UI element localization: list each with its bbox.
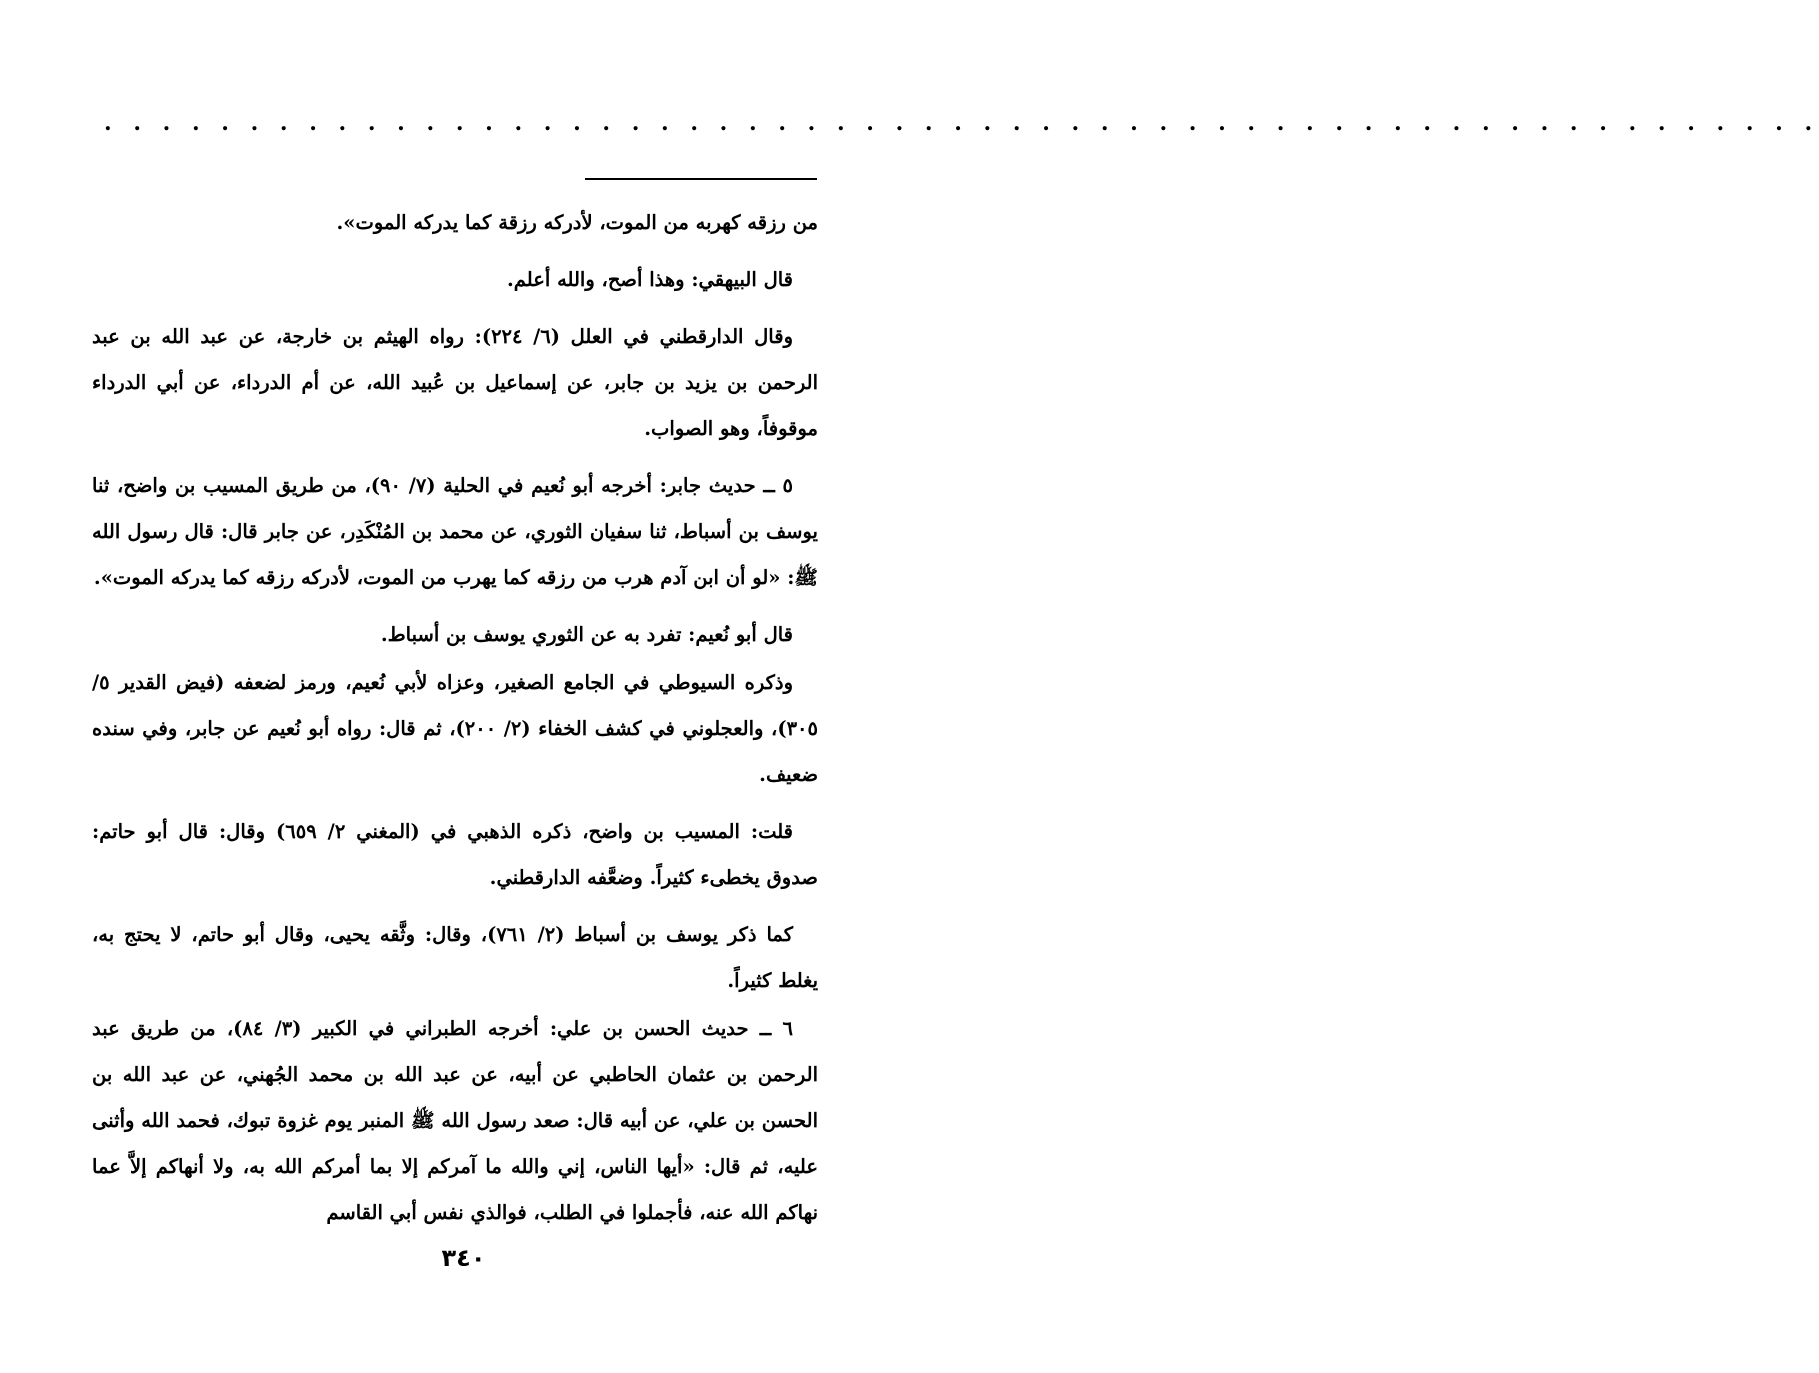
paragraph-hadith-jabir: ٥ ــ حديث جابر: أخرجه أبو نُعيم في الحلية (٧/ ٩٠)، من طريق المسيب بن واضح، ثنا يوسف بن أسباط، ثنا سفيان الثوري، عن محمد بن المُنْكَدِر، عن جابر قال: قال رسول الله ﷺ: «لو أن ابن آدم هرب من رزقه كما يهرب من الموت، لأدركه رزقه كما يدركه الموت». [92, 474, 818, 589]
page-number: ٣٤٠ [441, 1244, 486, 1272]
dotted-separator: . . . . . . . . . . . . . . . . . . . . . . . . . . . . . . . . . . . . . . . . . . . . . . . . . . . . . . . . . . . [104, 110, 1819, 136]
paragraph-yusuf-asbat: كما ذكر يوسف بن أسباط (٢/ ٧٦١)، وقال: وثَّقه يحيى، وقال أبو حاتم، لا يحتج به، يغلط كثيراً. [92, 923, 818, 992]
paragraph-bayhaqi: قال البيهقي: وهذا أصح، والله أعلم. [507, 268, 793, 291]
page-text [92, 200, 818, 1247]
paragraph-abu-nuaym: قال أبو نُعيم: تفرد به عن الثوري يوسف بن أسباط. [380, 623, 793, 646]
footnote-rule [585, 178, 817, 180]
paragraph-suyuti: وذكره السيوطي في الجامع الصغير، وعزاه لأبي نُعيم، ورمز لضعفه (فيض القدير ٥/ ٣٠٥)، والعجلوني في كشف الخفاء (٢/ ٢٠٠)، ثم قال: رواه أبو نُعيم عن جابر، وفي سنده ضعيف. [92, 671, 818, 786]
paragraph-continuation: من رزقه كهربه من الموت، لأدركه رزقة كما يدركه الموت». [336, 211, 818, 234]
paragraph-hadith-hasan: ٦ ــ حديث الحسن بن علي: أخرجه الطبراني في الكبير (٣/ ٨٤)، من طريق عبد الرحمن بن عثمان الحاطبي عن أبيه، عن عبد الله بن محمد الجُهني، عن عبد الله بن الحسن بن علي، عن أبيه قال: صعد رسول الله ﷺ المنبر يوم غزوة تبوك، فحمد الله وأثنى عليه، ثم قال: «أيها الناس، إني والله ما آمركم إلا بما أمركم الله به، ولا أنهاكم إلاَّ عما نهاكم الله عنه، فأجملوا في الطلب، فوالذي نفس أبي القاسم [92, 1017, 818, 1224]
paragraph-daraqutni: وقال الدارقطني في العلل (٦/ ٢٢٤): رواه الهيثم بن خارجة، عن عبد الله بن عبد الرحمن بن يزيد بن جابر، عن إسماعيل بن عُبيد الله، عن أم الدرداء، عن أبي الدرداء موقوفاً، وهو الصواب. [92, 325, 818, 440]
paragraph-qultu: قلت: المسيب بن واضح، ذكره الذهبي في (المغني ٢/ ٦٥٩) وقال: قال أبو حاتم: صدوق يخطىء كثيراً. وضعَّفه الدارقطني. [92, 820, 818, 889]
